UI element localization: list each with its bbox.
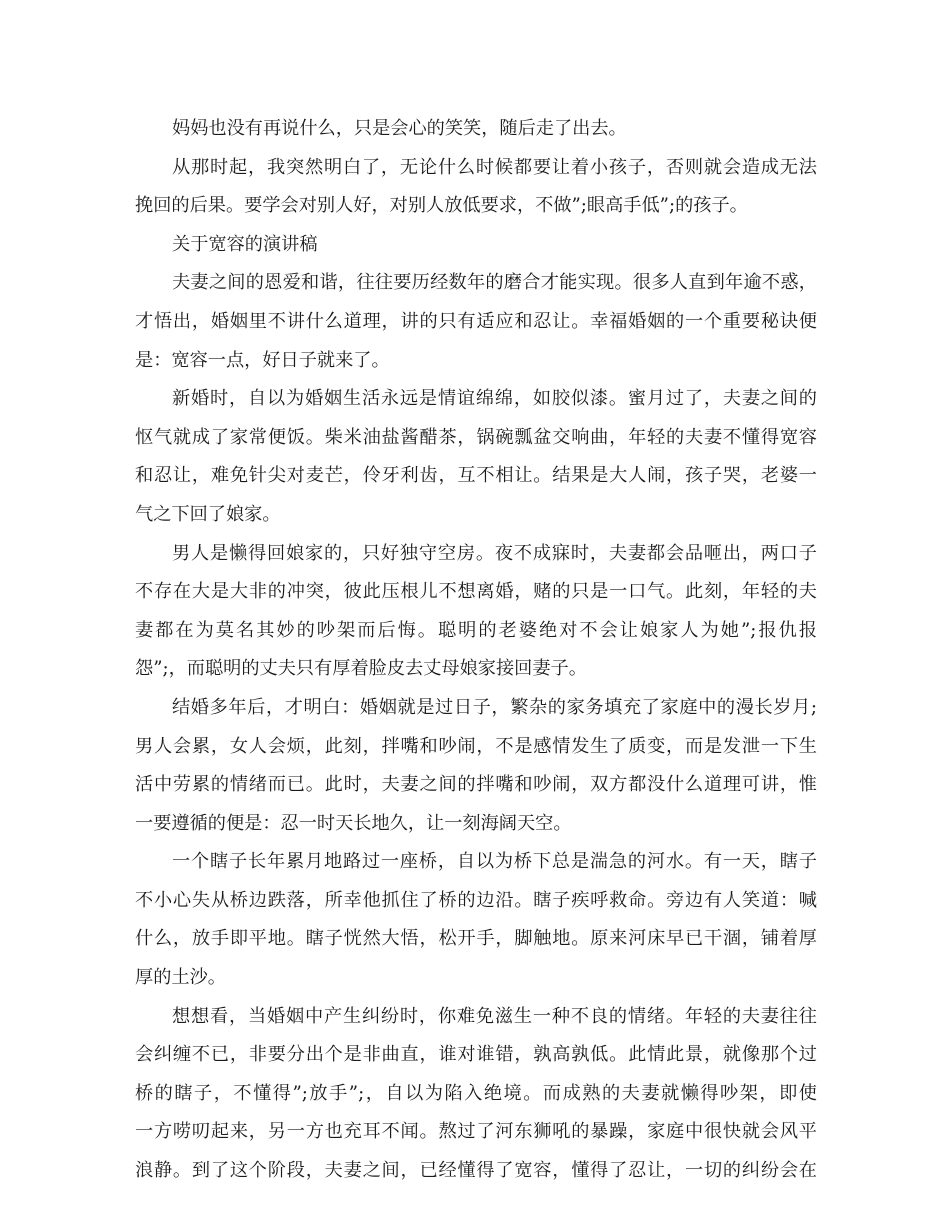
text-line: 活中劳累的情绪而已。此时，夫妻之间的拌嘴和吵闹，双方都没什么道理可讲，惟 [135,774,817,796]
text-line: 会纠缠不已，非要分出个是非曲直，谁对谁错，孰高孰低。此情此景，就像那个过 [135,1044,817,1066]
text-line: 桥的瞎子，不懂得”;放手”;，自以为陷入绝境。而成熟的夫妻就懒得吵架，即使 [135,1082,817,1104]
text-line: 挽回的后果。要学会对别人好，对别人放低要求，不做”;眼高手低”;的孩子。 [135,195,748,217]
text-line: 妻都在为莫名其妙的吵架而后悔。聪明的老婆绝对不会让娘家人为她”;报仇报 [135,619,817,641]
text-line: 夫妻之间的恩爱和谐，往往要历经数年的磨合才能实现。很多人直到年逾不惑， [172,272,817,294]
text-line: 气之下回了娘家。 [135,503,281,525]
text-line: 是：宽容一点，好日子就来了。 [135,349,390,371]
text-line: 浪静。到了这个阶段，夫妻之间，已经懂得了宽容，懂得了忍让，一切的纠纷会在 [135,1160,817,1182]
text-line: 不存在大是大非的冲突，彼此压根儿不想离婚，赌的只是一口气。此刻，年轻的夫 [135,581,817,603]
text-line: 厚的土沙。 [135,967,226,989]
text-line: 什么，放手即平地。瞎子恍然大悟，松开手，脚触地。原来河床早已干涸，铺着厚 [135,928,817,950]
text-line: 才悟出，婚姻里不讲什么道理，讲的只有适应和忍让。幸福婚姻的一个重要秘诀便 [135,310,817,332]
text-line: 想想看，当婚姻中产生纠纷时，你难免滋生一种不良的情绪。年轻的夫妻往往 [172,1005,817,1027]
text-line: 妈妈也没有再说什么，只是会心的笑笑，随后走了出去。 [172,118,627,139]
text-line: 和忍让，难免针尖对麦芒，伶牙利齿，互不相让。结果是大人闹，孩子哭，老婆一 [135,465,817,487]
text-line: 男人是懒得回娘家的，只好独守空房。夜不成寐时，夫妻都会品咂出，两口子 [172,542,817,564]
text-line: 怨”;，而聪明的丈夫只有厚着脸皮去丈母娘家接回妻子。 [135,658,587,680]
text-line: 不小心失从桥边跌落，所幸他抓住了桥的边沿。瞎子疾呼救命。旁边有人笑道：喊 [135,889,817,911]
document-page [135,110,817,1191]
text-line: 新婚时，自以为婚姻生活永远是情谊绵绵，如胶似漆。蜜月过了，夫妻之间的 [172,388,817,410]
text-line: 男人会累，女人会烦，此刻，拌嘴和吵闹，不是感情发生了质变，而是发泄一下生 [135,735,817,757]
text-line: 结婚多年后，才明白：婚姻就是过日子，繁杂的家务填充了家庭中的漫长岁月; [172,696,817,718]
text-line: 一个瞎子长年累月地路过一座桥，自以为桥下总是湍急的河水。有一天，瞎子 [172,851,817,873]
text-line: 一要遵循的便是：忍一时天长地久，让一刻海阔天空。 [135,812,572,834]
text-line: 从那时起，我突然明白了，无论什么时候都要让着小孩子，否则就会造成无法 [172,156,817,178]
text-line: 怄气就成了家常便饭。柴米油盐酱醋茶，锅碗瓢盆交响曲，年轻的夫妻不懂得宽容 [135,426,817,448]
text-line: 一方唠叨起来，另一方也充耳不闻。熬过了河东狮吼的暴躁，家庭中很快就会风平 [135,1121,817,1143]
text-line: 关于宽容的演讲稿 [172,233,318,255]
